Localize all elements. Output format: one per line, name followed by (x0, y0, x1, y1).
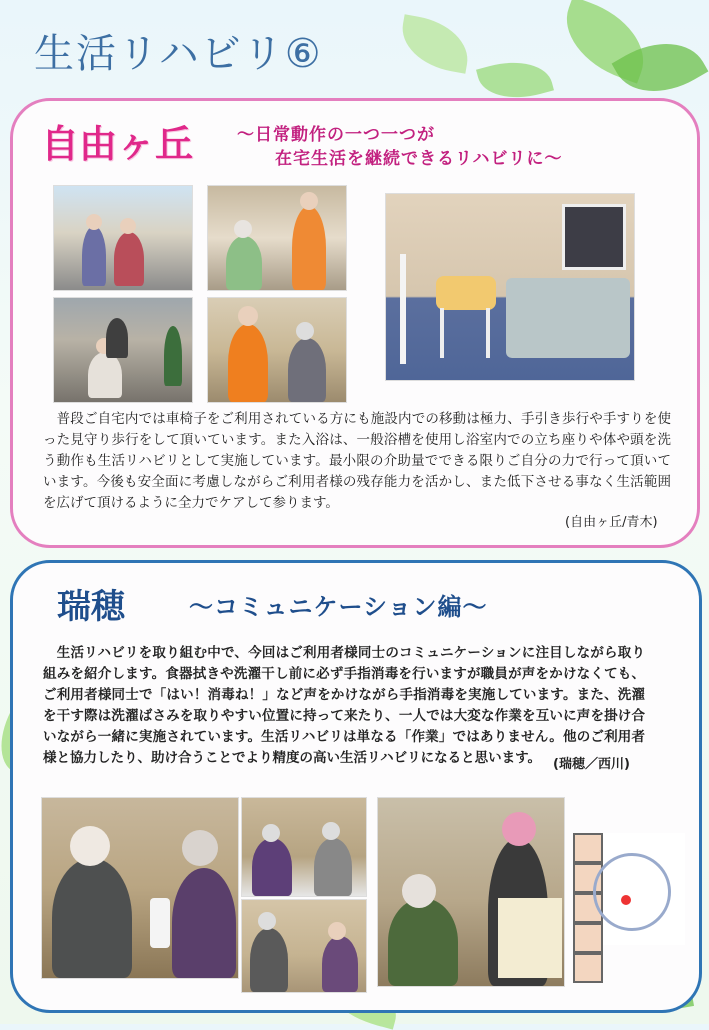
leaf-decoration (396, 14, 473, 73)
section-title: 自由ヶ丘 (41, 121, 194, 166)
photo-table-work-2 (241, 899, 367, 993)
section-title: 瑞穂 (57, 587, 125, 627)
section-signature: (自由ヶ丘/青木) (565, 515, 658, 530)
photo-walking-outdoor (53, 185, 193, 291)
photo-wheelchair-outdoor (53, 297, 193, 403)
photo-bathroom (385, 193, 635, 381)
section-body: 普段ご自宅内では車椅子をご利用されている方にも施設内での移動は極力、手引き歩行や手すりを使った見守り歩行をして頂いています。また入浴は、一般浴槽を使用し浴室内での立ち座りや体や頭を洗う動作も生活リハビリとして実施しています。最小限の介助量でできる限りご自分の力で行って頂いています。今後も安全面に考慮しながらご利用者様の残存能力を活かし、また低下させる事なく生活範囲を広げて頂けるように全力でケアして参ります。 (43, 411, 671, 511)
section-subtitle-line2: 在宅生活を継続できるリハビリに～ (275, 149, 563, 169)
section-body: 生活リハビリを取り組む中で、今回はご利用者様同士のコミュニケーションに注目しながら取り組みを紹介します。食器拭きや洗濯干し前に必ず手指消毒を行いますが職員が声をかけなくても、ご利用者様同士で「はい！消毒ね！」など声をかけながら手指消毒を実施しています。また、洗濯を干す際は洗濯ばさみを取りやすい位置に持って来たり、一人では大変な作業を互いに声を掛け合いながら一緒に実施されています。生活リハビリは単なる「作業」ではありません。他のご利用者様と協力したり、助け合うことでより精度の高い生活リハビリになると思います。 (43, 645, 645, 766)
photo-hand-walking (207, 297, 347, 403)
page-title: 生活リハビリ⑥ (34, 31, 323, 77)
section-subtitle-line1: ～日常動作の一つ一つが (237, 125, 435, 145)
photo-table-work-1 (241, 797, 367, 897)
photo-laundry (377, 797, 565, 987)
section-signature: (瑞穂／西川) (553, 757, 630, 772)
section-mizuho (10, 560, 702, 1013)
photo-hall-walking (207, 185, 347, 291)
people-circle-illustration (573, 833, 685, 945)
section-subtitle: ～コミュニケーション編～ (189, 593, 488, 621)
photo-hand-sanitizing (41, 797, 239, 979)
section-jiyugaoka (10, 98, 700, 548)
